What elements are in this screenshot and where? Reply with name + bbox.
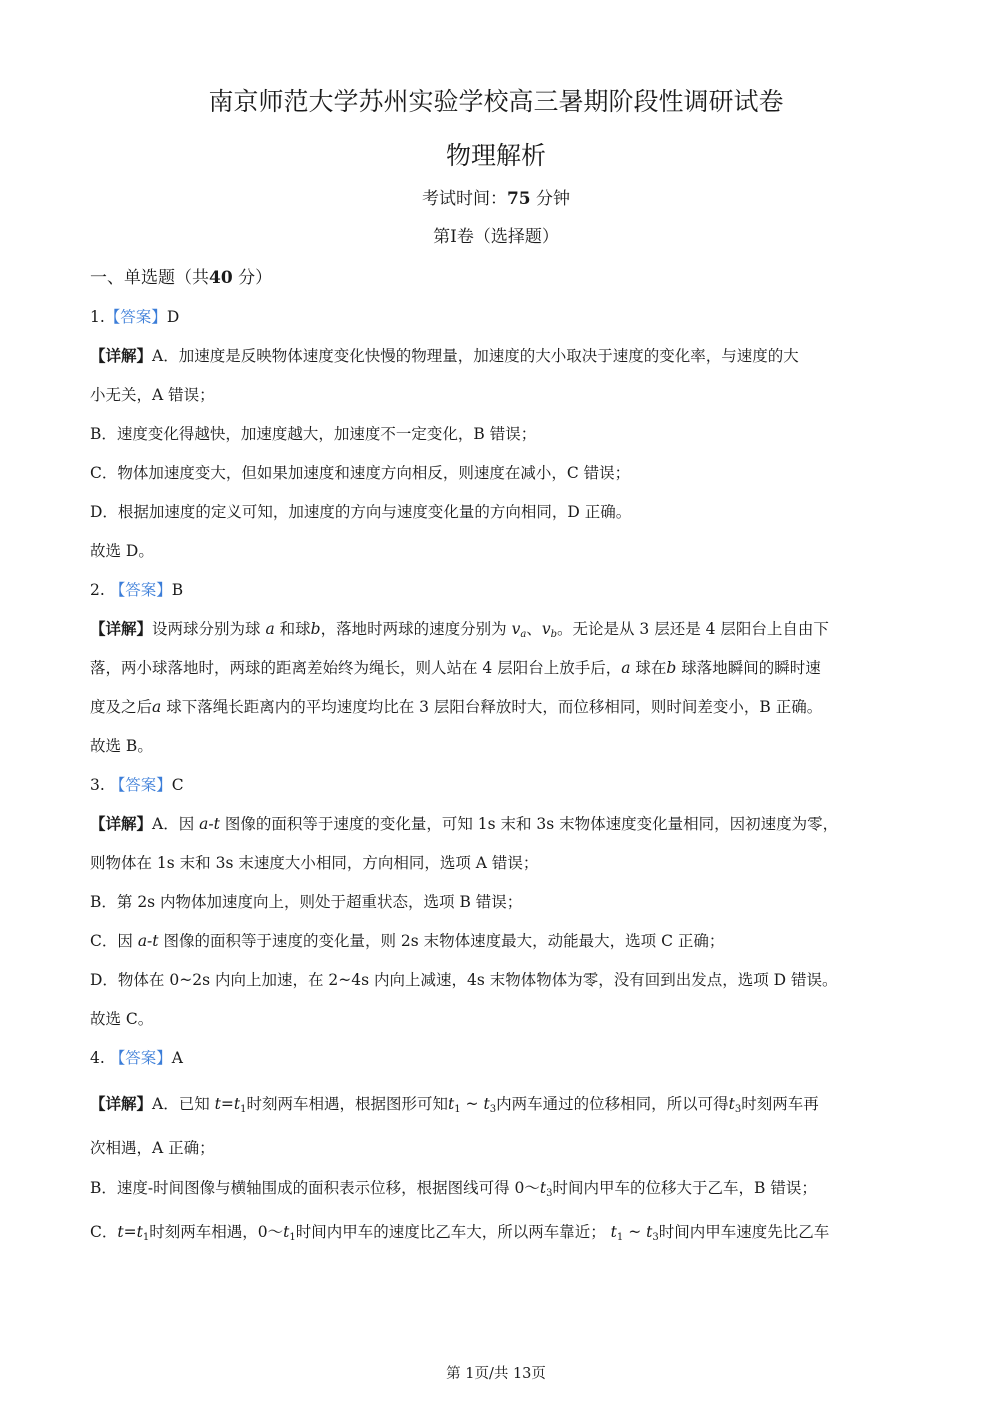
q3-answer-line: 3. 【答案】C: [90, 776, 184, 794]
volume-heading: 第Ⅰ卷（选择题）: [433, 227, 559, 247]
q2-answer: B: [171, 581, 184, 599]
answer-label: 【答案】: [109, 1049, 172, 1067]
q2-conclusion: 故选 B。: [90, 737, 153, 755]
exam-time-value: 75: [506, 189, 531, 209]
q1-detail-line-2: 小无关，A 错误；: [90, 386, 215, 404]
q4-detail-line-2: 次相遇，A 正确；: [90, 1139, 215, 1157]
q3-conclusion: 故选 C。: [90, 1010, 154, 1028]
q3-detail-line-1: 【详解】A．因 a-t 图像的面积等于速度的变化量，可知 1s 末和 3s 末物体速度变化量相同，因初速度为零，: [90, 814, 839, 833]
q2-answer-line: 2. 【答案】B: [90, 581, 184, 599]
q1-answer: D: [166, 308, 180, 326]
q1-detail-line-5: D．根据加速度的定义可知，加速度的方向与速度变化量的方向相同，D 正确。: [90, 503, 632, 521]
exam-time-unit: 分钟: [536, 189, 571, 209]
q4-answer-line: 4. 【答案】A: [90, 1049, 183, 1067]
document-subtitle: 物理解析: [445, 141, 546, 170]
q1-detail-line-3: B．速度变化得越快，加速度越大，加速度不一定变化，B 错误；: [90, 425, 537, 443]
exam-time: [0, 184, 992, 214]
q2-detail-line-1: 【详解】设两球分别为球 a 和球b，落地时两球的速度分别为 $v_a$、$v_b$。无论是从 3 层还是 4 层阳台上自由下: [90, 619, 829, 640]
detail-label: 【详解】: [90, 346, 153, 365]
q4-detail-line-4: C．$t=t_1$时刻两车相遇，$0\sim t_1$时间内甲车的速度比乙车大，所以两车靠近； $t_1$ ~ $t_3$时间内甲车速度先比乙车: [90, 1223, 830, 1243]
page-footer: 第 1页/共 13页: [446, 1366, 546, 1382]
exam-time-label: 考试时间：: [421, 189, 507, 209]
answer-label: 【答案】: [104, 308, 167, 326]
document-title: 南京师范大学苏州实验学校高三暑期阶段性调研试卷: [208, 87, 784, 116]
q3-detail-line-2: 则物体在 1s 末和 3s 末速度大小相同，方向相同，选项 A 错误；: [90, 854, 539, 872]
detail-label: 【详解】: [90, 1094, 153, 1113]
q3-detail-line-3: B．第 2s 内物体加速度向上，则处于超重状态，选项 B 错误；: [90, 893, 523, 911]
answer-label: 【答案】: [109, 581, 172, 599]
answer-label: 【答案】: [109, 776, 172, 794]
q1-conclusion: 故选 D。: [90, 542, 154, 560]
q1-detail-line-1: 【详解】A．加速度是反映物体速度变化快慢的物理量，加速度的大小取决于速度的变化率，与速度的大: [90, 346, 799, 365]
q2-detail-line-2: 落，两小球落地时，两球的距离差始终为绳长，则人站在 4 层阳台上放手后，a 球在b 球落地瞬间的瞬时速: [90, 659, 821, 677]
detail-label: 【详解】: [90, 619, 153, 638]
q2-detail-line-3: 度及之后a 球下落绳长距离内的平均速度均比在 3 层阳台释放时大，而位移相同，则时间差变小，B 正确。: [90, 698, 823, 716]
q4-answer: A: [171, 1049, 183, 1067]
section-heading: 一、单选题（共40 分）: [90, 268, 273, 288]
q1-answer-line: 1.【答案】D: [90, 308, 180, 326]
detail-label: 【详解】: [90, 814, 153, 833]
q3-answer: C: [171, 776, 184, 794]
q4-detail-line-1: 【详解】A．已知 $t=t_1$时刻两车相遇，根据图形可知$t_1$ ~ $t_3$内两车通过的位移相同，所以可得$t_3$时刻两车再: [90, 1094, 819, 1115]
q3-detail-line-4: C．因 a-t 图像的面积等于速度的变化量，则 2s 末物体速度最大，动能最大，选项 C 正确；: [90, 932, 725, 950]
q4-detail-line-3: B．速度-时间图像与横轴围成的面积表示位移，根据图线可得 $0\sim t_3$时间内甲车的位移大于乙车，B 错误；: [90, 1179, 817, 1199]
q1-detail-line-4: C．物体加速度变大，但如果加速度和速度方向相反，则速度在减小，C 错误；: [90, 464, 631, 482]
q3-detail-line-5: D．物体在 0~2s 内向上加速，在 2~4s 内向上减速，4s 末物体物体为零，没有回到出发点，选项 D 错误。: [90, 971, 838, 989]
